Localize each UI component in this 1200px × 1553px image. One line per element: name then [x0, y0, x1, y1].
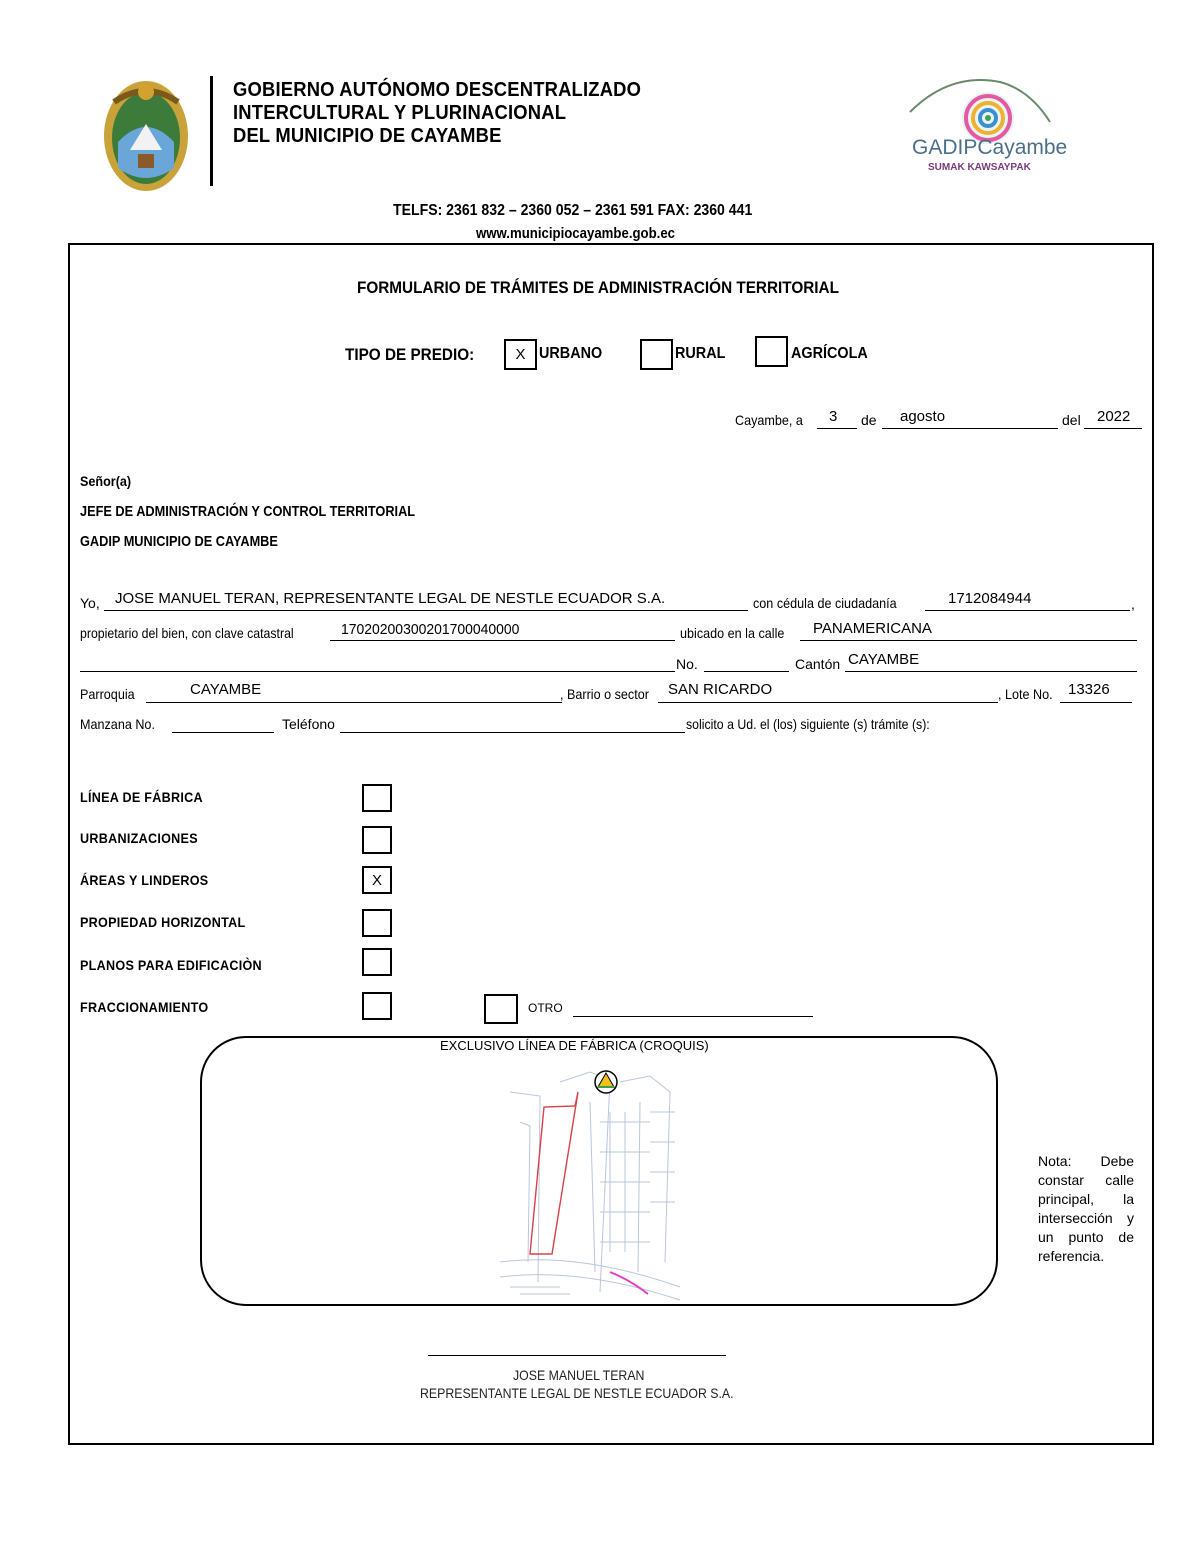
signature-title: REPRESENTANTE LEGAL DE NESTLE ECUADOR S.A. — [420, 1385, 734, 1401]
propietario-label: propietario del bien, con clave catastral — [80, 625, 294, 641]
service-label-fraccionamiento: FRACCIONAMIENTO — [80, 999, 209, 1015]
gadip-logo-text: GADIPCayambe — [912, 136, 1068, 159]
rural-checkbox[interactable] — [640, 339, 673, 370]
service-label-planos-edificacion: PLANOS PARA EDIFICACIÒN — [80, 957, 262, 973]
lote-field[interactable]: 13326 — [1068, 681, 1110, 698]
service-checkbox-fraccionamiento[interactable] — [362, 992, 392, 1020]
salutation: Señor(a) — [80, 473, 132, 489]
urbano-checkbox[interactable]: X — [504, 339, 537, 370]
municipal-coat-of-arms — [100, 72, 192, 194]
nota-text: Nota: Debe constar calle principal, la intersección y un punto de referencia. — [1038, 1153, 1134, 1264]
gadip-logo-subtext: SUMAK KAWSAYPAK — [928, 162, 1031, 173]
canton-label: Cantón — [795, 656, 841, 672]
date-year[interactable]: 2022 — [1097, 408, 1131, 425]
owner-name-field[interactable]: JOSE MANUEL TERAN, REPRESENTANTE LEGAL DE NESTLE ECUADOR S.A. — [115, 590, 666, 607]
service-label-linea-fabrica: LÍNEA DE FÁBRICA — [80, 789, 203, 805]
yo-label: Yo, — [80, 595, 100, 611]
cedula-field[interactable]: 1712084944 — [948, 590, 1032, 607]
parroquia-label: Parroquia — [80, 686, 135, 702]
addressee-position: JEFE DE ADMINISTRACIÓN Y CONTROL TERRITORIAL — [80, 503, 416, 520]
otro-checkbox[interactable] — [484, 994, 518, 1024]
calle-field[interactable]: PANAMERICANA — [813, 620, 932, 637]
agricola-label: AGRÍCOLA — [791, 345, 868, 362]
form-title: FORMULARIO DE TRÁMITES DE ADMINISTRACIÓN TERRITORIAL — [357, 278, 839, 297]
otro-label: OTRO — [528, 1001, 563, 1015]
service-checkbox-planos-edificacion[interactable] — [362, 948, 392, 976]
header-line-2: INTERCULTURAL Y PLURINACIONAL — [233, 102, 567, 124]
service-checkbox-areas-linderos[interactable]: X — [362, 866, 392, 894]
barrio-field[interactable]: SAN RICARDO — [668, 681, 773, 698]
header-website[interactable]: www.municipiocayambe.gob.ec — [476, 225, 676, 242]
manzana-label: Manzana No. — [80, 716, 155, 732]
header-line-3: DEL MUNICIPIO DE CAYAMBE — [233, 125, 502, 147]
service-checkbox-propiedad-horizontal[interactable] — [362, 909, 392, 937]
date-del: del — [1062, 412, 1081, 428]
lote-label: , Lote No. — [998, 686, 1053, 702]
tipo-predio-label: TIPO DE PREDIO: — [345, 345, 475, 364]
clave-catastral-field[interactable]: 17020200300201700040000 — [341, 621, 520, 638]
addressee-institution: GADIP MUNICIPIO DE CAYAMBE — [80, 533, 278, 550]
service-checkbox-urbanizaciones[interactable] — [362, 826, 392, 854]
gadip-logo — [890, 72, 1070, 196]
solicito-label: solicito a Ud. el (los) siguiente (s) trámite (s): — [686, 716, 930, 732]
signature-line[interactable] — [428, 1355, 726, 1356]
no-label: No. — [676, 656, 698, 672]
date-de: de — [861, 412, 877, 428]
header-line-1: GOBIERNO AUTÓNOMO DESCENTRALIZADO — [233, 79, 642, 101]
otro-field[interactable] — [573, 1016, 813, 1017]
header-phones: TELFS: 2361 832 – 2360 052 – 2361 591 FAX: 2360 441 — [393, 202, 753, 219]
date-day[interactable]: 3 — [829, 408, 838, 425]
signature-name: JOSE MANUEL TERAN — [513, 1367, 645, 1383]
croquis-title: EXCLUSIVO LÍNEA DE FÁBRICA (CROQUIS) — [424, 1038, 725, 1053]
cedula-label: con cédula de ciudadanía — [753, 595, 897, 611]
cedula-comma: , — [1131, 596, 1135, 612]
header-divider — [210, 76, 213, 186]
telefono-label: Teléfono — [282, 716, 335, 732]
urbano-label: URBANO — [539, 345, 603, 362]
croquis-map-sketch — [500, 1062, 690, 1302]
service-label-areas-linderos: ÁREAS Y LINDEROS — [80, 872, 209, 888]
parroquia-field[interactable]: CAYAMBE — [190, 681, 262, 698]
service-checkbox-linea-fabrica[interactable] — [362, 784, 392, 812]
date-month[interactable]: agosto — [900, 408, 946, 425]
ubicado-label: ubicado en la calle — [680, 625, 785, 641]
canton-field[interactable]: CAYAMBE — [848, 651, 920, 668]
header-institution-name — [233, 79, 677, 148]
rural-label: RURAL — [675, 345, 726, 362]
agricola-checkbox[interactable] — [755, 336, 788, 367]
service-label-propiedad-horizontal: PROPIEDAD HORIZONTAL — [80, 914, 246, 930]
date-prefix: Cayambe, a — [735, 412, 803, 428]
barrio-label: , Barrio o sector — [560, 686, 649, 702]
service-label-urbanizaciones: URBANIZACIONES — [80, 830, 198, 846]
